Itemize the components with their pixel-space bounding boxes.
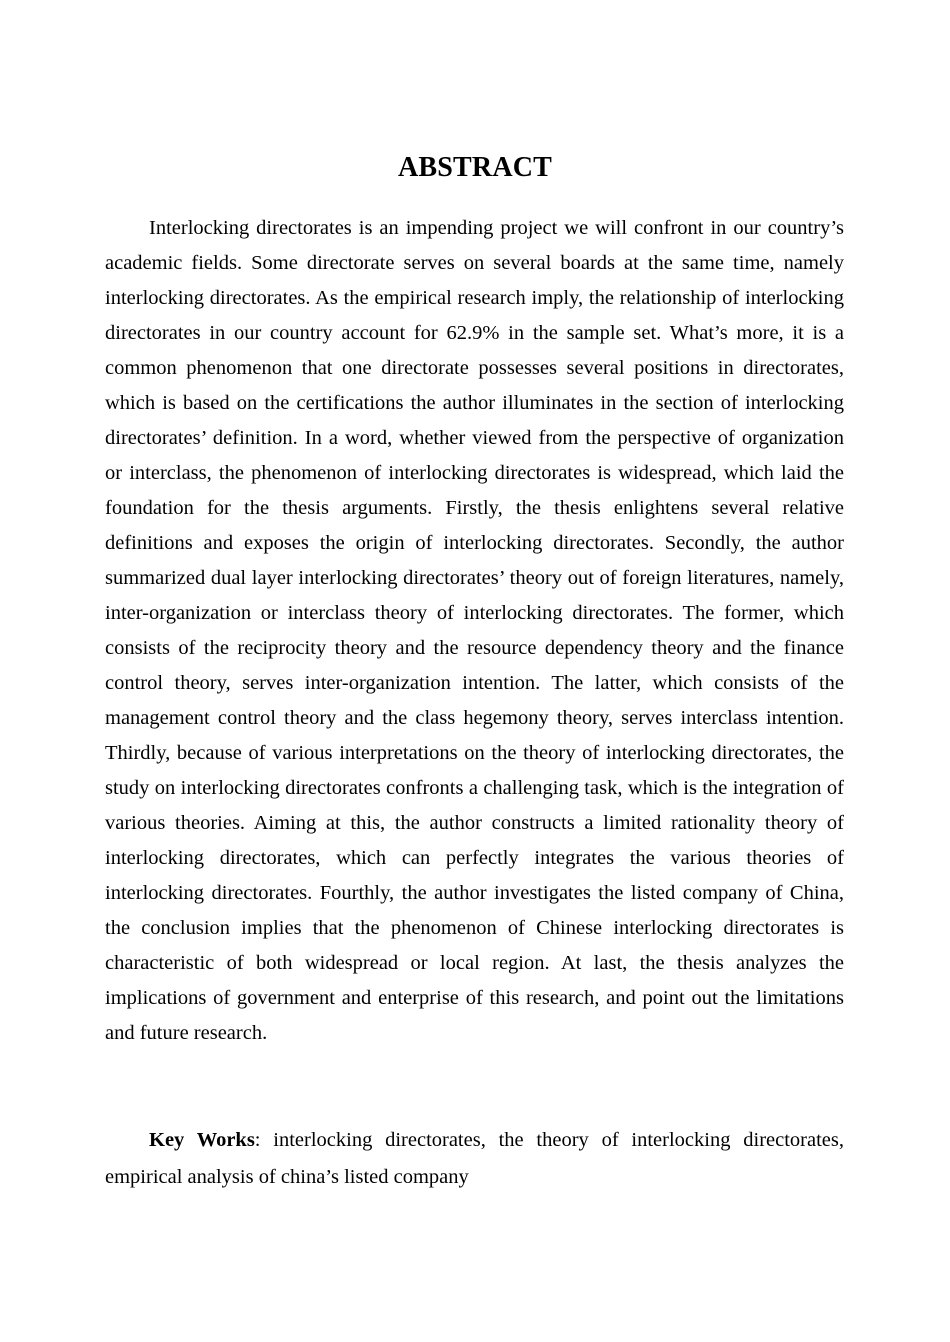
keywords-label: Key Works <box>149 1129 255 1151</box>
keywords-text: : interlocking directorates, the theory of interlocking directorates, empirical analysis of china’s listed company <box>105 1129 844 1188</box>
abstract-paragraph: Interlocking directorates is an impending project we will confront in our country’s academic fields. Some directorate serves on several boards at the same time, namely interlocking directorates. As the empirical research imply, the relationship of interlocking directorates in our country account for 62.9% in the sample set. What’s more, it is a common phenomenon that one directorate possesses several positions in directorates, which is based on the certifications the author illuminates in the section of interlocking directorates’ definition. In a word, whether viewed from the perspective of organization or interclass, the phenomenon of interlocking directorates is widespread, which laid the foundation for the thesis arguments. Firstly, the thesis enlightens several relative definitions and exposes the origin of interlocking directorates. Secondly, the author summarized dual layer interlocking directorates’ theory out of foreign literatures, namely, inter-organization or interclass theory of interlocking directorates. The former, which consists of the reciprocity theory and the resource dependency theory and the finance control theory, serves inter-organization intention. The latter, which consists of the management control theory and the class hegemony theory, serves interclass intention. Thirdly, because of various interpretations on the theory of interlocking directorates, the study on interlocking directorates confronts a challenging task, which is the integration of various theories. Aiming at this, the author constructs a limited rationality theory of interlocking directorates, which can perfectly integrates the various theories of interlocking directorates. Fourthly, the author investigates the listed company of China, the conclusion implies that the phenomenon of Chinese interlocking directorates is characteristic of both widespread or local region. At last, the thesis analyzes the implications of government and enterprise of this research, and point out the limitations and future research. <box>105 217 844 1044</box>
keywords-paragraph <box>105 1122 844 1196</box>
page-title: ABSTRACT <box>397 152 553 183</box>
